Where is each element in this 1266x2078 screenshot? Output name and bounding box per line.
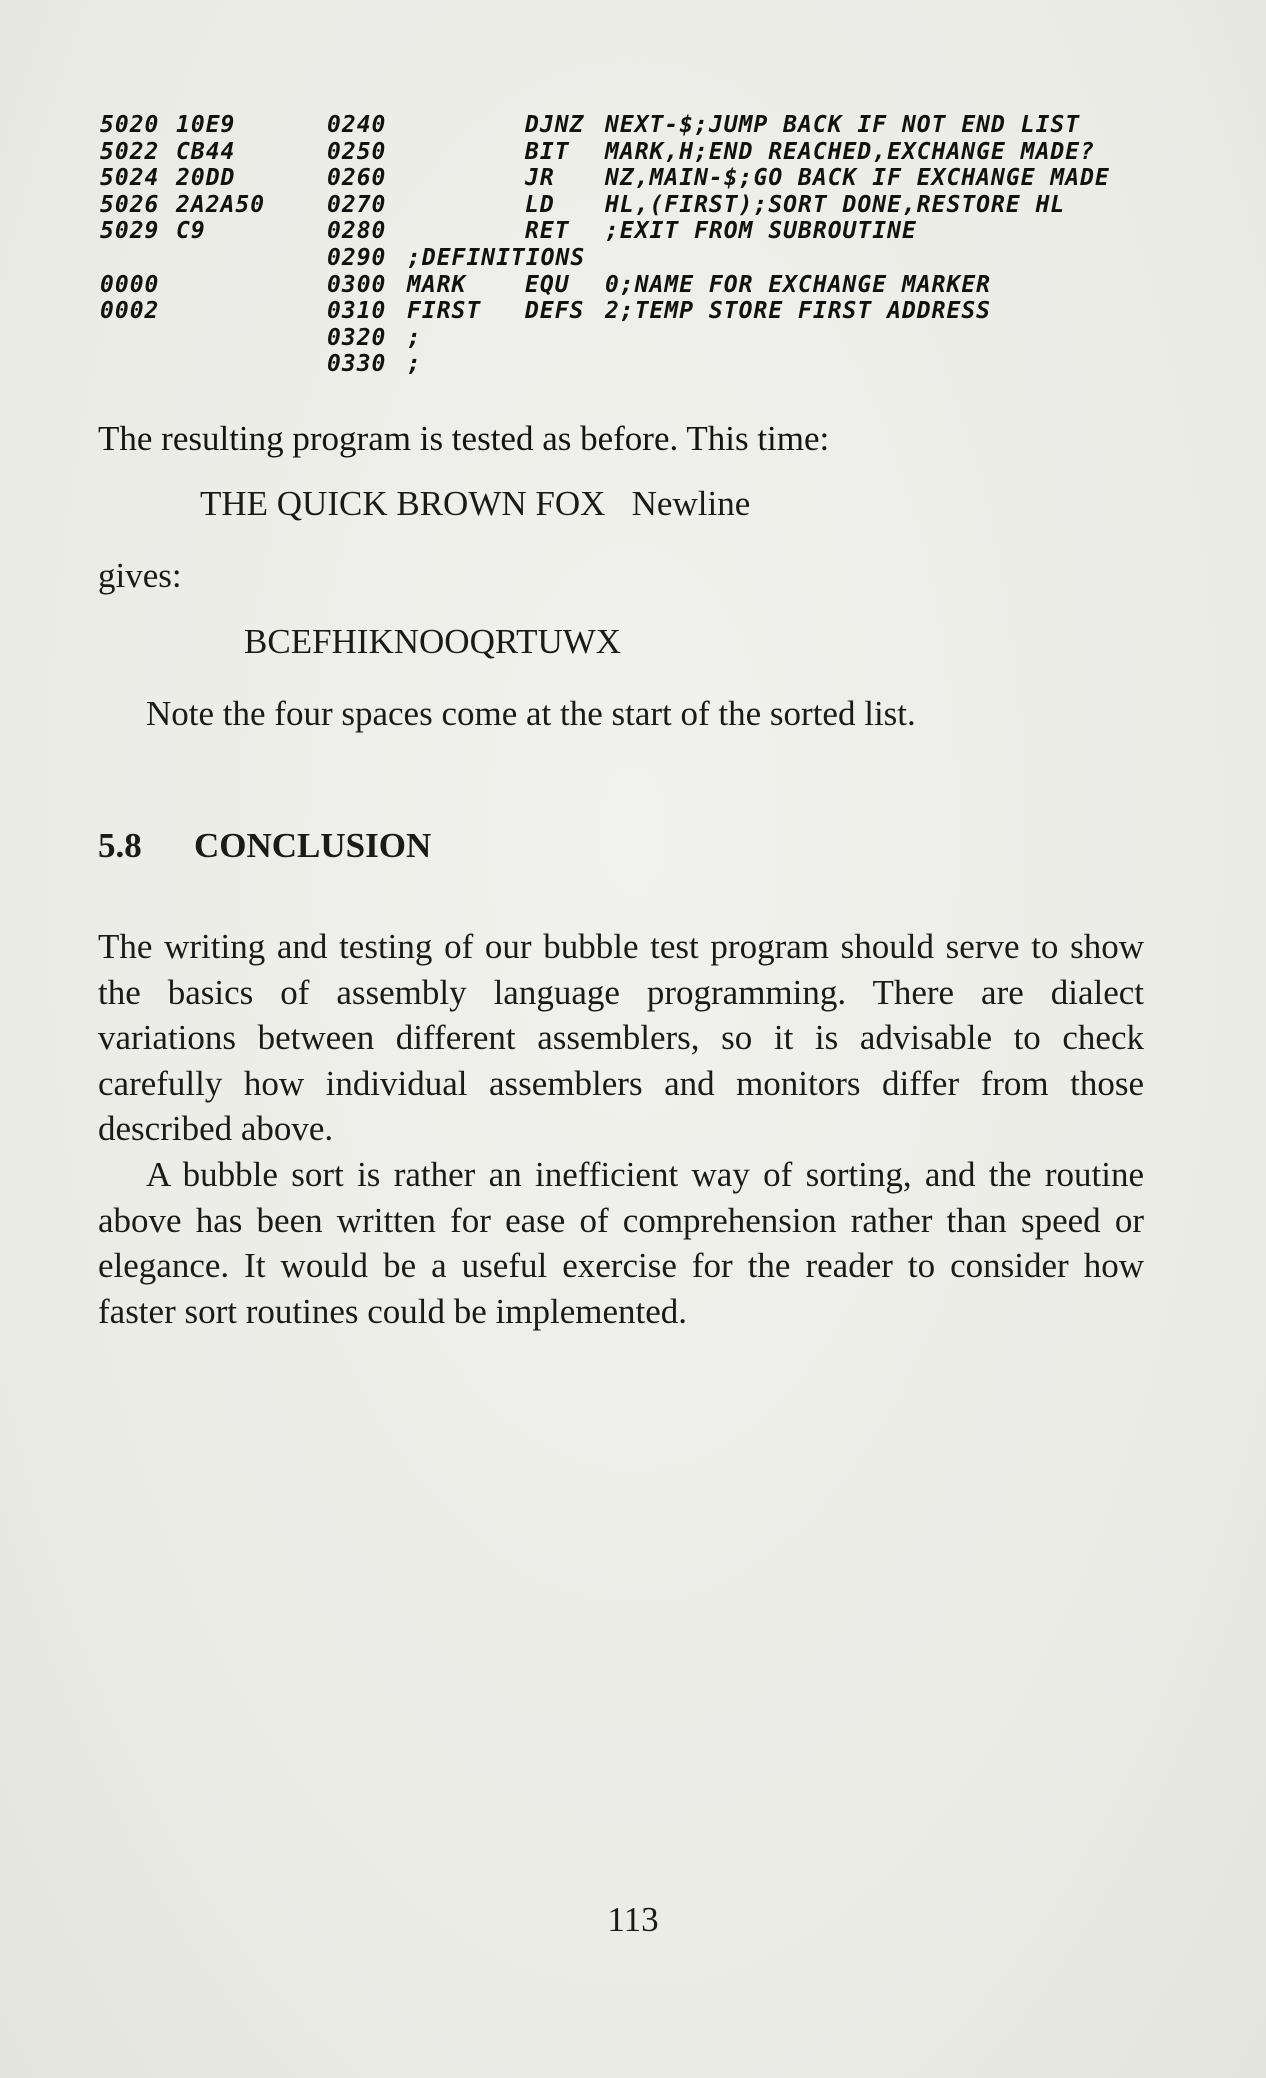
- gives-label: gives:: [98, 556, 182, 595]
- code-operand: 0;NAME FOR EXCHANGE MARKER: [605, 271, 992, 298]
- code-lineno: 0260: [327, 165, 387, 192]
- code-listing: [100, 112, 1220, 378]
- code-label: ;: [407, 324, 422, 351]
- code-line: [100, 139, 1220, 166]
- code-addr: 0000: [100, 271, 160, 298]
- code-lineno: 0290: [327, 244, 387, 271]
- code-lineno: 0320: [327, 324, 387, 351]
- section-heading: [98, 826, 431, 866]
- code-line: [100, 298, 1220, 325]
- code-lineno: 0300: [327, 271, 387, 298]
- code-operand: 2;TEMP STORE FIRST ADDRESS: [605, 298, 992, 325]
- code-bytes: C9: [176, 218, 206, 245]
- output-example: BCEFHIKNOOQRTUWX: [244, 622, 622, 661]
- section-number: 5.8: [98, 826, 142, 865]
- code-op: JR: [525, 165, 555, 192]
- code-line: [100, 272, 1220, 299]
- code-lineno: 0240: [327, 112, 387, 138]
- section-title: CONCLUSION: [194, 826, 432, 865]
- code-operand: ;EXIT FROM SUBROUTINE: [605, 218, 917, 245]
- code-line: [100, 218, 1220, 245]
- code-line: [100, 325, 1220, 352]
- code-addr: 5029: [100, 218, 160, 245]
- code-line: [100, 351, 1220, 378]
- code-label: ;: [407, 351, 422, 378]
- code-label: ;DEFINITIONS: [407, 244, 586, 271]
- code-line: [100, 165, 1220, 192]
- code-lineno: 0280: [327, 218, 387, 245]
- code-operand: NZ,MAIN-$;GO BACK IF EXCHANGE MADE: [605, 165, 1110, 192]
- code-lineno: 0310: [327, 298, 387, 325]
- code-op: DJNZ: [525, 112, 585, 138]
- conclusion-paragraph-1: The writing and testing of our bubble test program should serve to show the basics of assembly language programming. There are dialect variations between different assemblers, so it is advisable to check carefully how individual assemblers and monitors differ from those described above.: [98, 927, 1144, 1148]
- code-op: DEFS: [525, 298, 585, 325]
- code-op: EQU: [525, 271, 570, 298]
- intro-paragraph: The resulting program is tested as before. This time:: [98, 419, 830, 458]
- code-addr: 5022: [100, 138, 160, 165]
- code-addr: 5020: [100, 112, 160, 138]
- code-lineno: 0330: [327, 351, 387, 378]
- input-example: THE QUICK BROWN FOX Newline: [200, 484, 751, 523]
- code-operand: HL,(FIRST);SORT DONE,RESTORE HL: [605, 191, 1066, 218]
- code-bytes: 10E9: [176, 112, 236, 138]
- code-op: RET: [525, 218, 570, 245]
- code-line: [100, 192, 1220, 219]
- code-addr: 5024: [100, 165, 160, 192]
- code-bytes: 20DD: [176, 165, 236, 192]
- code-bytes: 2A2A50: [176, 191, 266, 218]
- code-lineno: 0250: [327, 138, 387, 165]
- code-operand: NEXT-$;JUMP BACK IF NOT END LIST: [605, 112, 1081, 138]
- code-bytes: CB44: [176, 138, 236, 165]
- page-number: 113: [607, 1900, 659, 1939]
- code-op: BIT: [525, 138, 570, 165]
- note-paragraph: Note the four spaces come at the start of the sorted list.: [146, 694, 916, 733]
- code-addr: 5026: [100, 191, 160, 218]
- code-operand: MARK,H;END REACHED,EXCHANGE MADE?: [605, 138, 1095, 165]
- code-addr: 0002: [100, 298, 160, 325]
- code-line: [100, 245, 1220, 272]
- code-line: [100, 112, 1220, 139]
- code-label: MARK: [407, 271, 467, 298]
- code-op: LD: [525, 191, 555, 218]
- code-lineno: 0270: [327, 191, 387, 218]
- code-label: FIRST: [407, 298, 482, 325]
- conclusion-paragraph-2: A bubble sort is rather an inefficient way of sorting, and the routine above has been written for ease of comprehension rather than speed or elegance. It would be a useful exercise for the reader to consider how faster sort routines could be implemented.: [98, 1155, 1144, 1331]
